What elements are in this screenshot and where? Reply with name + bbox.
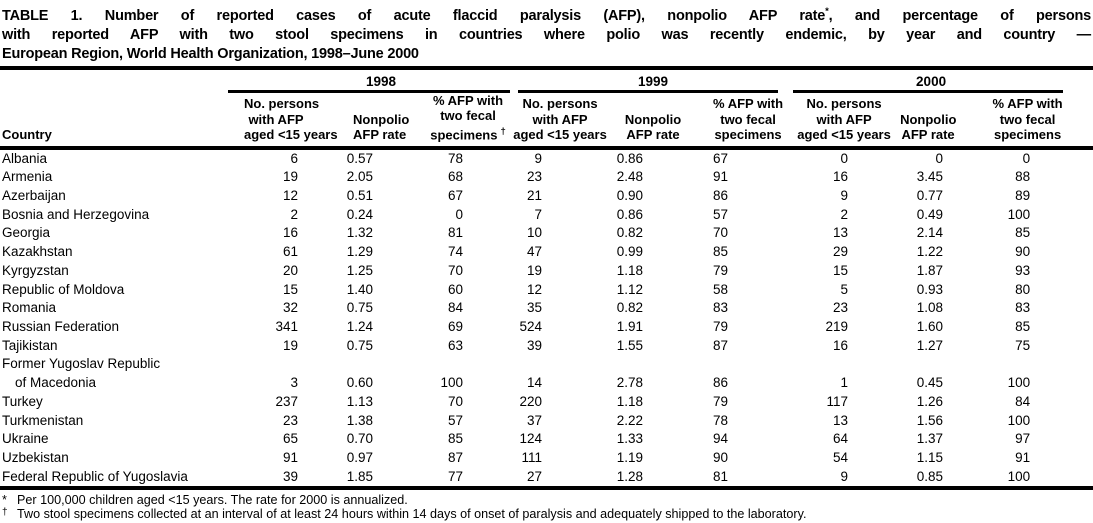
value-cell: 0.86 (616, 206, 644, 222)
value-cell: 524 (519, 318, 543, 334)
country-cell: Bosnia and Herzegovina (2, 206, 150, 222)
country-cell: Armenia (2, 169, 53, 185)
country-cell: Russian Federation (2, 318, 120, 334)
value-cell: 85 (713, 244, 729, 260)
value-cell: 1.37 (916, 431, 944, 447)
value-cell: 0.75 (346, 337, 373, 353)
year-label-1998 (222, 70, 512, 93)
value-cell (900, 355, 962, 374)
value-cell: 1.91 (616, 318, 644, 334)
value-cell: 91 (282, 449, 298, 465)
value-cell: 57 (448, 412, 464, 428)
value-cell: 89 (1015, 188, 1031, 204)
value-cell: 90 (1015, 244, 1031, 260)
value-cell: 3 (290, 375, 298, 391)
value-cell: 1.28 (616, 468, 644, 484)
column-header-line: % AFP with (992, 96, 1063, 112)
year-header-row (0, 70, 1093, 93)
table-row (0, 187, 1093, 206)
value-cell: 91 (713, 169, 729, 185)
column-header-line: No. persons (522, 96, 598, 112)
value-cell (308, 355, 385, 374)
table-row (0, 393, 1093, 412)
value-cell: 15 (282, 281, 298, 297)
value-cell: 65 (282, 431, 298, 447)
table-row (0, 412, 1093, 431)
footnote-rate-text: Per 100,000 children aged <15 years. The rate for 2000 is annualized. (17, 493, 408, 508)
value-cell: 47 (527, 244, 543, 260)
value-cell: 68 (448, 169, 464, 185)
value-cell: 1.27 (916, 337, 944, 353)
value-cell: 54 (833, 449, 849, 465)
value-cell: 1.08 (916, 300, 944, 316)
value-cell: 88 (1015, 169, 1031, 185)
value-cell: 0 (840, 150, 849, 166)
table-row (0, 374, 1093, 393)
column-header-2000-0 (788, 93, 900, 148)
value-cell: 9 (534, 150, 543, 166)
column-header-line: two fecal (720, 111, 776, 127)
value-cell: 70 (448, 393, 464, 409)
value-cell: 2.78 (616, 375, 644, 391)
dagger-header-marker: † (500, 125, 506, 137)
value-cell: 7 (534, 206, 543, 222)
value-cell: 12 (282, 188, 298, 204)
value-cell: 237 (275, 393, 298, 409)
year-row-spacer (0, 70, 222, 93)
value-cell: 117 (826, 393, 849, 409)
value-cell: 12 (527, 281, 543, 297)
value-cell (222, 355, 308, 374)
value-cell: 87 (713, 337, 729, 353)
table-row (0, 355, 1093, 374)
value-cell: 27 (527, 468, 543, 484)
value-cell: 69 (448, 318, 464, 334)
value-cell: 0.93 (916, 281, 944, 297)
column-header-line: No. persons (244, 96, 320, 112)
value-cell: 19 (282, 337, 298, 353)
value-cell: 81 (713, 468, 729, 484)
value-cell: 35 (527, 300, 543, 316)
value-cell: 0.57 (346, 150, 373, 166)
value-cell: 79 (713, 393, 729, 409)
table-row (0, 299, 1093, 318)
value-cell: 16 (282, 225, 298, 241)
table-row (0, 206, 1093, 225)
value-cell: 0 (455, 206, 464, 222)
column-header-line: specimens (993, 127, 1062, 143)
value-cell: 67 (448, 188, 464, 204)
column-header-line: Nonpolio (353, 111, 410, 127)
column-header-1999-1 (616, 93, 690, 148)
value-cell: 80 (1015, 281, 1031, 297)
value-cell: 220 (519, 393, 543, 409)
value-cell: 81 (448, 225, 464, 241)
value-cell: 60 (448, 281, 464, 297)
value-cell: 84 (448, 300, 464, 316)
column-header-line: AFP rate (626, 127, 680, 143)
value-cell: 100 (1007, 206, 1031, 222)
value-cell: 0.82 (616, 225, 644, 241)
value-cell: 3.45 (916, 169, 944, 185)
column-header-line: specimens † (430, 125, 506, 143)
year-label-text: 2000 (793, 70, 1063, 93)
value-cell: 2 (290, 206, 298, 222)
value-cell: 75 (1015, 337, 1031, 353)
column-header-2000-1 (900, 93, 962, 148)
value-cell: 0.86 (616, 150, 644, 166)
title-line-1-text: TABLE 1. Number of reported cases of acute flaccid paralysis (AFP), nonpolio AFP rate (2, 7, 826, 24)
value-cell: 0.99 (616, 244, 644, 260)
value-cell: 93 (1015, 262, 1031, 278)
value-cell: 0.60 (346, 375, 373, 391)
value-cell: 111 (521, 449, 543, 465)
value-cell: 23 (282, 412, 298, 428)
value-cell (512, 355, 616, 374)
footnote-rate (2, 493, 1091, 507)
value-cell: 1.13 (346, 393, 373, 409)
value-cell: 19 (282, 169, 298, 185)
afp-table (0, 70, 1093, 486)
column-header-line: AFP rate (901, 127, 955, 143)
title-line-1 (2, 2, 1091, 26)
value-cell: 0 (1022, 150, 1031, 166)
value-cell: 85 (448, 431, 464, 447)
column-header-line: with AFP (248, 111, 304, 127)
value-cell: 19 (527, 262, 543, 278)
year-label-text: 1999 (518, 70, 778, 93)
value-cell: 1.18 (616, 393, 644, 409)
country-cell: Turkey (2, 393, 43, 409)
value-cell: 1.18 (616, 262, 644, 278)
value-cell: 21 (527, 188, 543, 204)
value-cell (385, 355, 512, 374)
value-cell: 1.38 (346, 412, 373, 428)
title-line-3: European Region, World Health Organization, 1998–June 2000 (2, 45, 419, 62)
value-cell: 1.55 (616, 337, 644, 353)
value-cell: 10 (527, 225, 543, 241)
value-cell: 100 (1007, 375, 1031, 391)
country-cell: Tajikistan (2, 337, 58, 353)
value-cell: 77 (448, 468, 464, 484)
country-cell: Federal Republic of Yugoslavia (2, 468, 188, 484)
value-cell: 341 (275, 318, 298, 334)
value-cell: 124 (519, 431, 543, 447)
value-cell: 100 (1007, 412, 1031, 428)
value-cell (962, 355, 1093, 374)
value-cell: 86 (713, 188, 729, 204)
column-header-line: specimens (714, 127, 782, 143)
value-cell: 0.24 (346, 206, 373, 222)
column-header-line: aged <15 years (513, 127, 607, 143)
table-body (0, 148, 1093, 487)
table-row (0, 337, 1093, 356)
column-header-line: with AFP (816, 111, 872, 127)
asterisk-footnote-marker: * (2, 493, 7, 508)
value-cell: 32 (282, 300, 298, 316)
value-cell: 23 (833, 300, 849, 316)
column-header-1999-0 (512, 93, 616, 148)
value-cell: 86 (713, 375, 729, 391)
value-cell: 0.85 (916, 468, 944, 484)
table-row (0, 243, 1093, 262)
column-header-line: Nonpolio (624, 111, 682, 127)
value-cell: 1.32 (346, 225, 373, 241)
value-cell: 0.90 (616, 188, 644, 204)
title-line-2: with reported AFP with two stool specimens in countries where polio was recently endemic, by year and country — (2, 26, 1091, 43)
column-header-line: No. persons (806, 96, 882, 112)
column-header-line: two fecal (440, 108, 496, 124)
value-cell: 0.77 (916, 188, 944, 204)
column-header-line: two fecal (999, 111, 1056, 127)
value-cell: 1.22 (916, 244, 944, 260)
value-cell: 84 (1015, 393, 1031, 409)
value-cell: 0.45 (916, 375, 944, 391)
value-cell: 29 (833, 244, 849, 260)
value-cell: 13 (833, 412, 849, 428)
column-header-line: Nonpolio (900, 111, 957, 127)
country-cell: Ukraine (2, 431, 49, 447)
column-header-line: AFP rate (353, 127, 407, 143)
value-cell (616, 355, 690, 374)
value-cell: 74 (448, 244, 464, 260)
country-cell: Romania (2, 300, 57, 316)
value-cell: 64 (833, 431, 849, 447)
value-cell: 83 (1015, 300, 1031, 316)
value-cell: 70 (448, 262, 464, 278)
value-cell: 79 (713, 318, 729, 334)
value-cell: 70 (713, 225, 729, 241)
footnote-specimens (2, 507, 1091, 523)
value-cell: 100 (1007, 468, 1031, 484)
year-label-1999 (512, 70, 788, 93)
table-row (0, 281, 1093, 300)
value-cell: 14 (527, 375, 543, 391)
country-cell: Kyrgyzstan (2, 262, 69, 278)
dagger-footnote-marker: † (2, 507, 8, 519)
value-cell: 0.75 (346, 300, 373, 316)
value-cell: 0.51 (346, 188, 373, 204)
value-cell: 20 (282, 262, 298, 278)
value-cell: 23 (527, 169, 543, 185)
country-cell: Azerbaijan (2, 188, 66, 204)
column-header-line: aged <15 years (244, 127, 338, 143)
column-header-2000-2 (962, 93, 1093, 148)
value-cell: 9 (840, 468, 849, 484)
country-cell: Kazakhstan (2, 244, 73, 260)
table-row (0, 468, 1093, 487)
value-cell: 78 (713, 412, 729, 428)
table-row (0, 168, 1093, 187)
value-cell: 1.85 (346, 468, 373, 484)
title-line-1-cont: , and percentage of persons (828, 7, 1092, 24)
table-row (0, 148, 1093, 169)
value-cell (788, 355, 900, 374)
value-cell: 85 (1015, 318, 1031, 334)
value-cell: 58 (713, 281, 729, 297)
value-cell: 1.60 (916, 318, 944, 334)
value-cell: 16 (833, 169, 849, 185)
table-header (0, 70, 1093, 148)
value-cell: 1.15 (916, 449, 944, 465)
value-cell: 100 (440, 375, 464, 391)
value-cell: 1.25 (346, 262, 373, 278)
value-cell: 1.33 (616, 431, 644, 447)
country-header: Country (0, 93, 222, 148)
value-cell: 1 (840, 375, 849, 391)
column-header-line: % AFP with (713, 96, 784, 112)
table-row (0, 430, 1093, 449)
country-cell: Turkmenistan (2, 412, 84, 428)
table-title (0, 0, 1093, 64)
value-cell (690, 355, 788, 374)
value-cell: 13 (833, 225, 849, 241)
value-cell: 97 (1015, 431, 1031, 447)
value-cell: 1.24 (346, 318, 373, 334)
value-cell: 2.22 (616, 412, 644, 428)
value-cell: 1.56 (916, 412, 944, 428)
footnote-specimens-text: Two stool specimens collected at an interval of at least 24 hours within 14 days of onset of paralysis and adequately shipped to the laboratory. (17, 507, 807, 522)
value-cell: 2 (840, 206, 849, 222)
value-cell: 6 (290, 150, 298, 166)
value-cell: 1.29 (346, 244, 373, 260)
value-cell: 0.70 (346, 431, 373, 447)
table-row (0, 449, 1093, 468)
value-cell: 2.05 (346, 169, 373, 185)
country-cell: Albania (2, 150, 48, 166)
year-label-text: 1998 (228, 70, 510, 93)
value-cell: 63 (448, 337, 464, 353)
value-cell: 2.14 (916, 225, 944, 241)
value-cell: 57 (713, 206, 729, 222)
value-cell: 78 (448, 150, 464, 166)
value-cell: 1.40 (346, 281, 373, 297)
value-cell: 87 (448, 449, 464, 465)
column-header-1998-0 (222, 93, 338, 148)
value-cell: 0.82 (616, 300, 644, 316)
value-cell: 1.12 (616, 281, 644, 297)
column-header-row (0, 93, 1093, 148)
value-cell: 15 (833, 262, 849, 278)
value-cell: 16 (833, 337, 849, 353)
country-cell: Georgia (2, 225, 51, 241)
value-cell: 219 (825, 318, 849, 334)
value-cell: 67 (713, 150, 729, 166)
country-cell: Uzbekistan (2, 449, 69, 465)
value-cell: 83 (713, 300, 729, 316)
value-cell: 2.48 (616, 169, 644, 185)
table-row (0, 318, 1093, 337)
value-cell: 79 (713, 262, 729, 278)
table-row (0, 262, 1093, 281)
country-cell: Former Yugoslav Republic (2, 356, 161, 372)
year-label-2000 (788, 70, 1093, 93)
value-cell: 91 (1015, 449, 1031, 465)
value-cell: 0.49 (916, 206, 944, 222)
value-cell: 90 (713, 449, 729, 465)
value-cell: 61 (282, 244, 298, 260)
value-cell: 1.26 (916, 393, 944, 409)
column-header-line: % AFP with (432, 92, 504, 108)
value-cell: 85 (1015, 225, 1031, 241)
value-cell: 0 (935, 150, 944, 166)
value-cell: 37 (527, 412, 543, 428)
value-cell: 9 (840, 188, 849, 204)
table-row (0, 224, 1093, 243)
value-cell: 1.87 (916, 262, 944, 278)
value-cell: 39 (527, 337, 543, 353)
value-cell: 0.97 (346, 449, 373, 465)
value-cell: 39 (282, 468, 298, 484)
column-header-line: with AFP (532, 111, 588, 127)
value-cell: 1.19 (616, 449, 644, 465)
value-cell: 5 (840, 281, 849, 297)
column-header-line: aged <15 years (797, 127, 891, 143)
country-cell: Republic of Moldova (2, 281, 125, 297)
value-cell: 94 (713, 431, 729, 447)
column-header-1999-2 (690, 93, 788, 148)
footnotes (0, 490, 1093, 523)
title-asterisk-marker: * (825, 6, 829, 17)
country-cell: of Macedonia (15, 375, 97, 391)
